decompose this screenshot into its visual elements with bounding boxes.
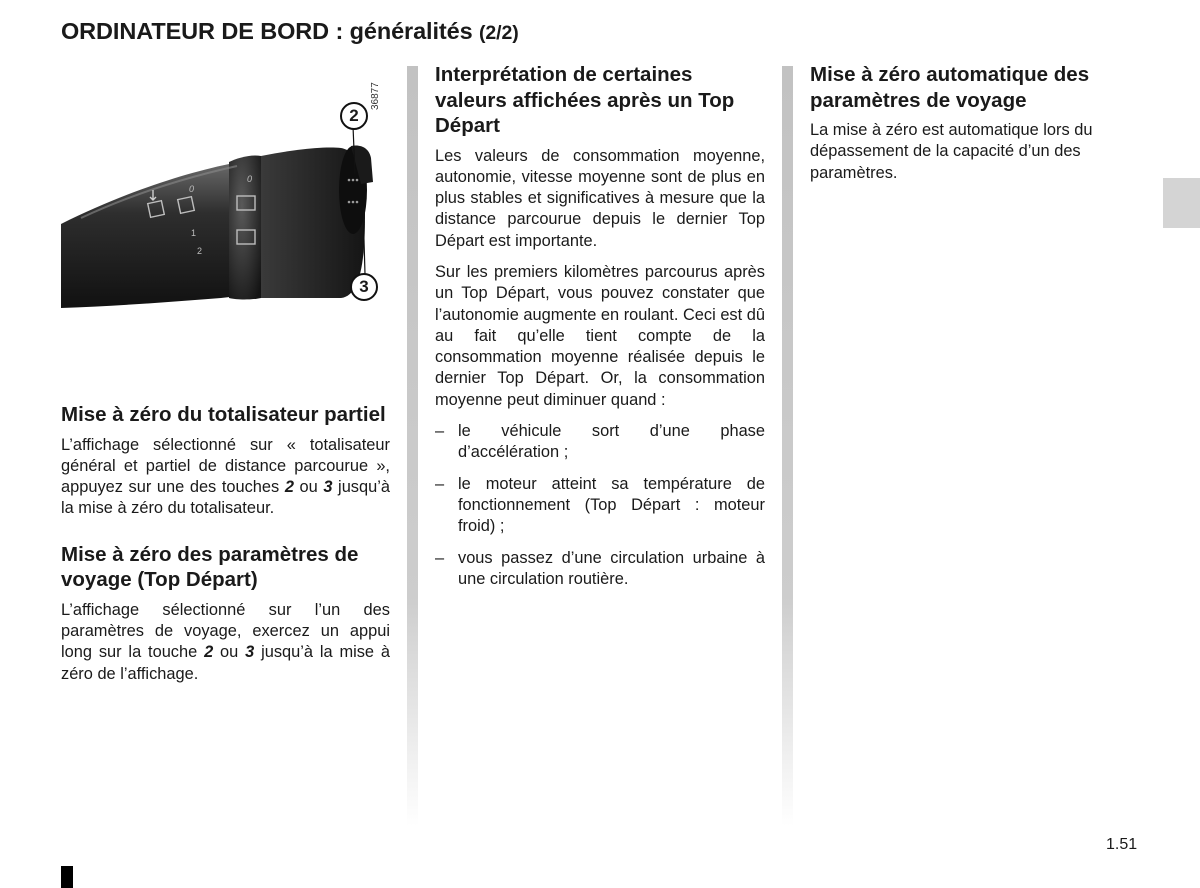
column-separator: [407, 66, 418, 826]
page-title-suffix: (2/2): [479, 22, 519, 44]
column-separator: [782, 66, 793, 826]
paragraph-auto-reset: La mise à zéro est automatique lors du dépassement de la capacité d’un des paramètres.: [810, 121, 1093, 182]
text-fragment: ou: [293, 478, 324, 497]
lever-marking-2: 2: [197, 246, 203, 256]
page-number: 1.51: [1106, 836, 1138, 853]
lever-marking-0b: 0: [247, 174, 253, 184]
text-fragment: jusqu’à la mise à zéro du totalisateur.: [61, 478, 390, 518]
list-item: [435, 474, 765, 538]
conditions-list: [435, 421, 765, 590]
chapter-tab: [1163, 178, 1200, 228]
text-fragment: L’affichage sélectionné sur l’un des paramètres de voyage, exercez un appui long sur la touche: [61, 600, 390, 662]
text-fragment: L’affichage sélectionné sur « totalisateur général et partiel de distance parcourue », appuyez sur une des touches: [61, 435, 390, 497]
wiper-lever-illustration: [61, 66, 391, 311]
list-dash: –: [435, 474, 445, 493]
list-item-text: vous passez d’une circulation urbaine à une circulation routière.: [458, 548, 765, 588]
key-reference: 3: [323, 478, 333, 497]
column-left: [61, 402, 390, 695]
section-text-reset-trip-parameters: [61, 600, 390, 685]
paragraph-stability: Les valeurs de consommation moyenne, autonomie, vitesse moyenne sont de plus en plus stables et significatives à mesure que la distance parcourue depuis le dernier Top Départ est importante.: [435, 146, 765, 250]
lever-marking-0a: 0: [189, 184, 195, 194]
list-item-text: le véhicule sort d’une phase d’accélération ;: [458, 422, 765, 462]
section-heading-reset-trip-parameters: Mise à zéro des paramètres de voyage (Top Départ): [61, 542, 359, 592]
section-heading-reset-trip-counter: Mise à zéro du totalisateur partiel: [61, 403, 386, 426]
callout-2: 2: [340, 102, 368, 130]
list-item: [435, 421, 765, 464]
callout-3: 3: [350, 273, 378, 301]
page-title: [61, 18, 519, 45]
list-dash: –: [435, 548, 445, 567]
section-text-reset-trip-counter: [61, 435, 390, 520]
corner-mark: [61, 866, 73, 888]
list-item-text: le moteur atteint sa température de fonctionnement (Top Départ : moteur froid) ;: [458, 474, 765, 536]
figure-reference-number: 36877: [370, 82, 381, 110]
column-right: [810, 62, 1140, 194]
column-middle: [435, 62, 765, 600]
key-reference: 2: [284, 478, 294, 497]
text-fragment: jusqu’à la mise à zéro de l’affichage.: [61, 643, 390, 683]
list-item: [435, 548, 765, 591]
text-fragment: ou: [213, 643, 246, 662]
wiper-lever-figure: [61, 66, 391, 311]
section-heading-auto-reset: Mise à zéro automatique des paramètres de voyage: [810, 63, 1090, 112]
key-reference: 2: [204, 643, 214, 662]
section-heading-value-interpretation: Interprétation de certaines valeurs affichées après un Top Départ: [435, 63, 735, 137]
page-title-text: ORDINATEUR DE BORD : généralités: [61, 18, 473, 44]
key-reference: 3: [245, 643, 255, 662]
lever-marking-1: 1: [191, 228, 197, 238]
list-dash: –: [435, 422, 445, 441]
paragraph-autonomy: Sur les premiers kilomètres parcourus après un Top Départ, vous pouvez constater que l’autonomie augmente en roulant. Ceci est dû au fait qu’elle tient compte de la consommation moyenne réalisée depuis le dernier Top Départ. Or, la consommation moyenne peut diminuer quand :: [435, 262, 765, 409]
